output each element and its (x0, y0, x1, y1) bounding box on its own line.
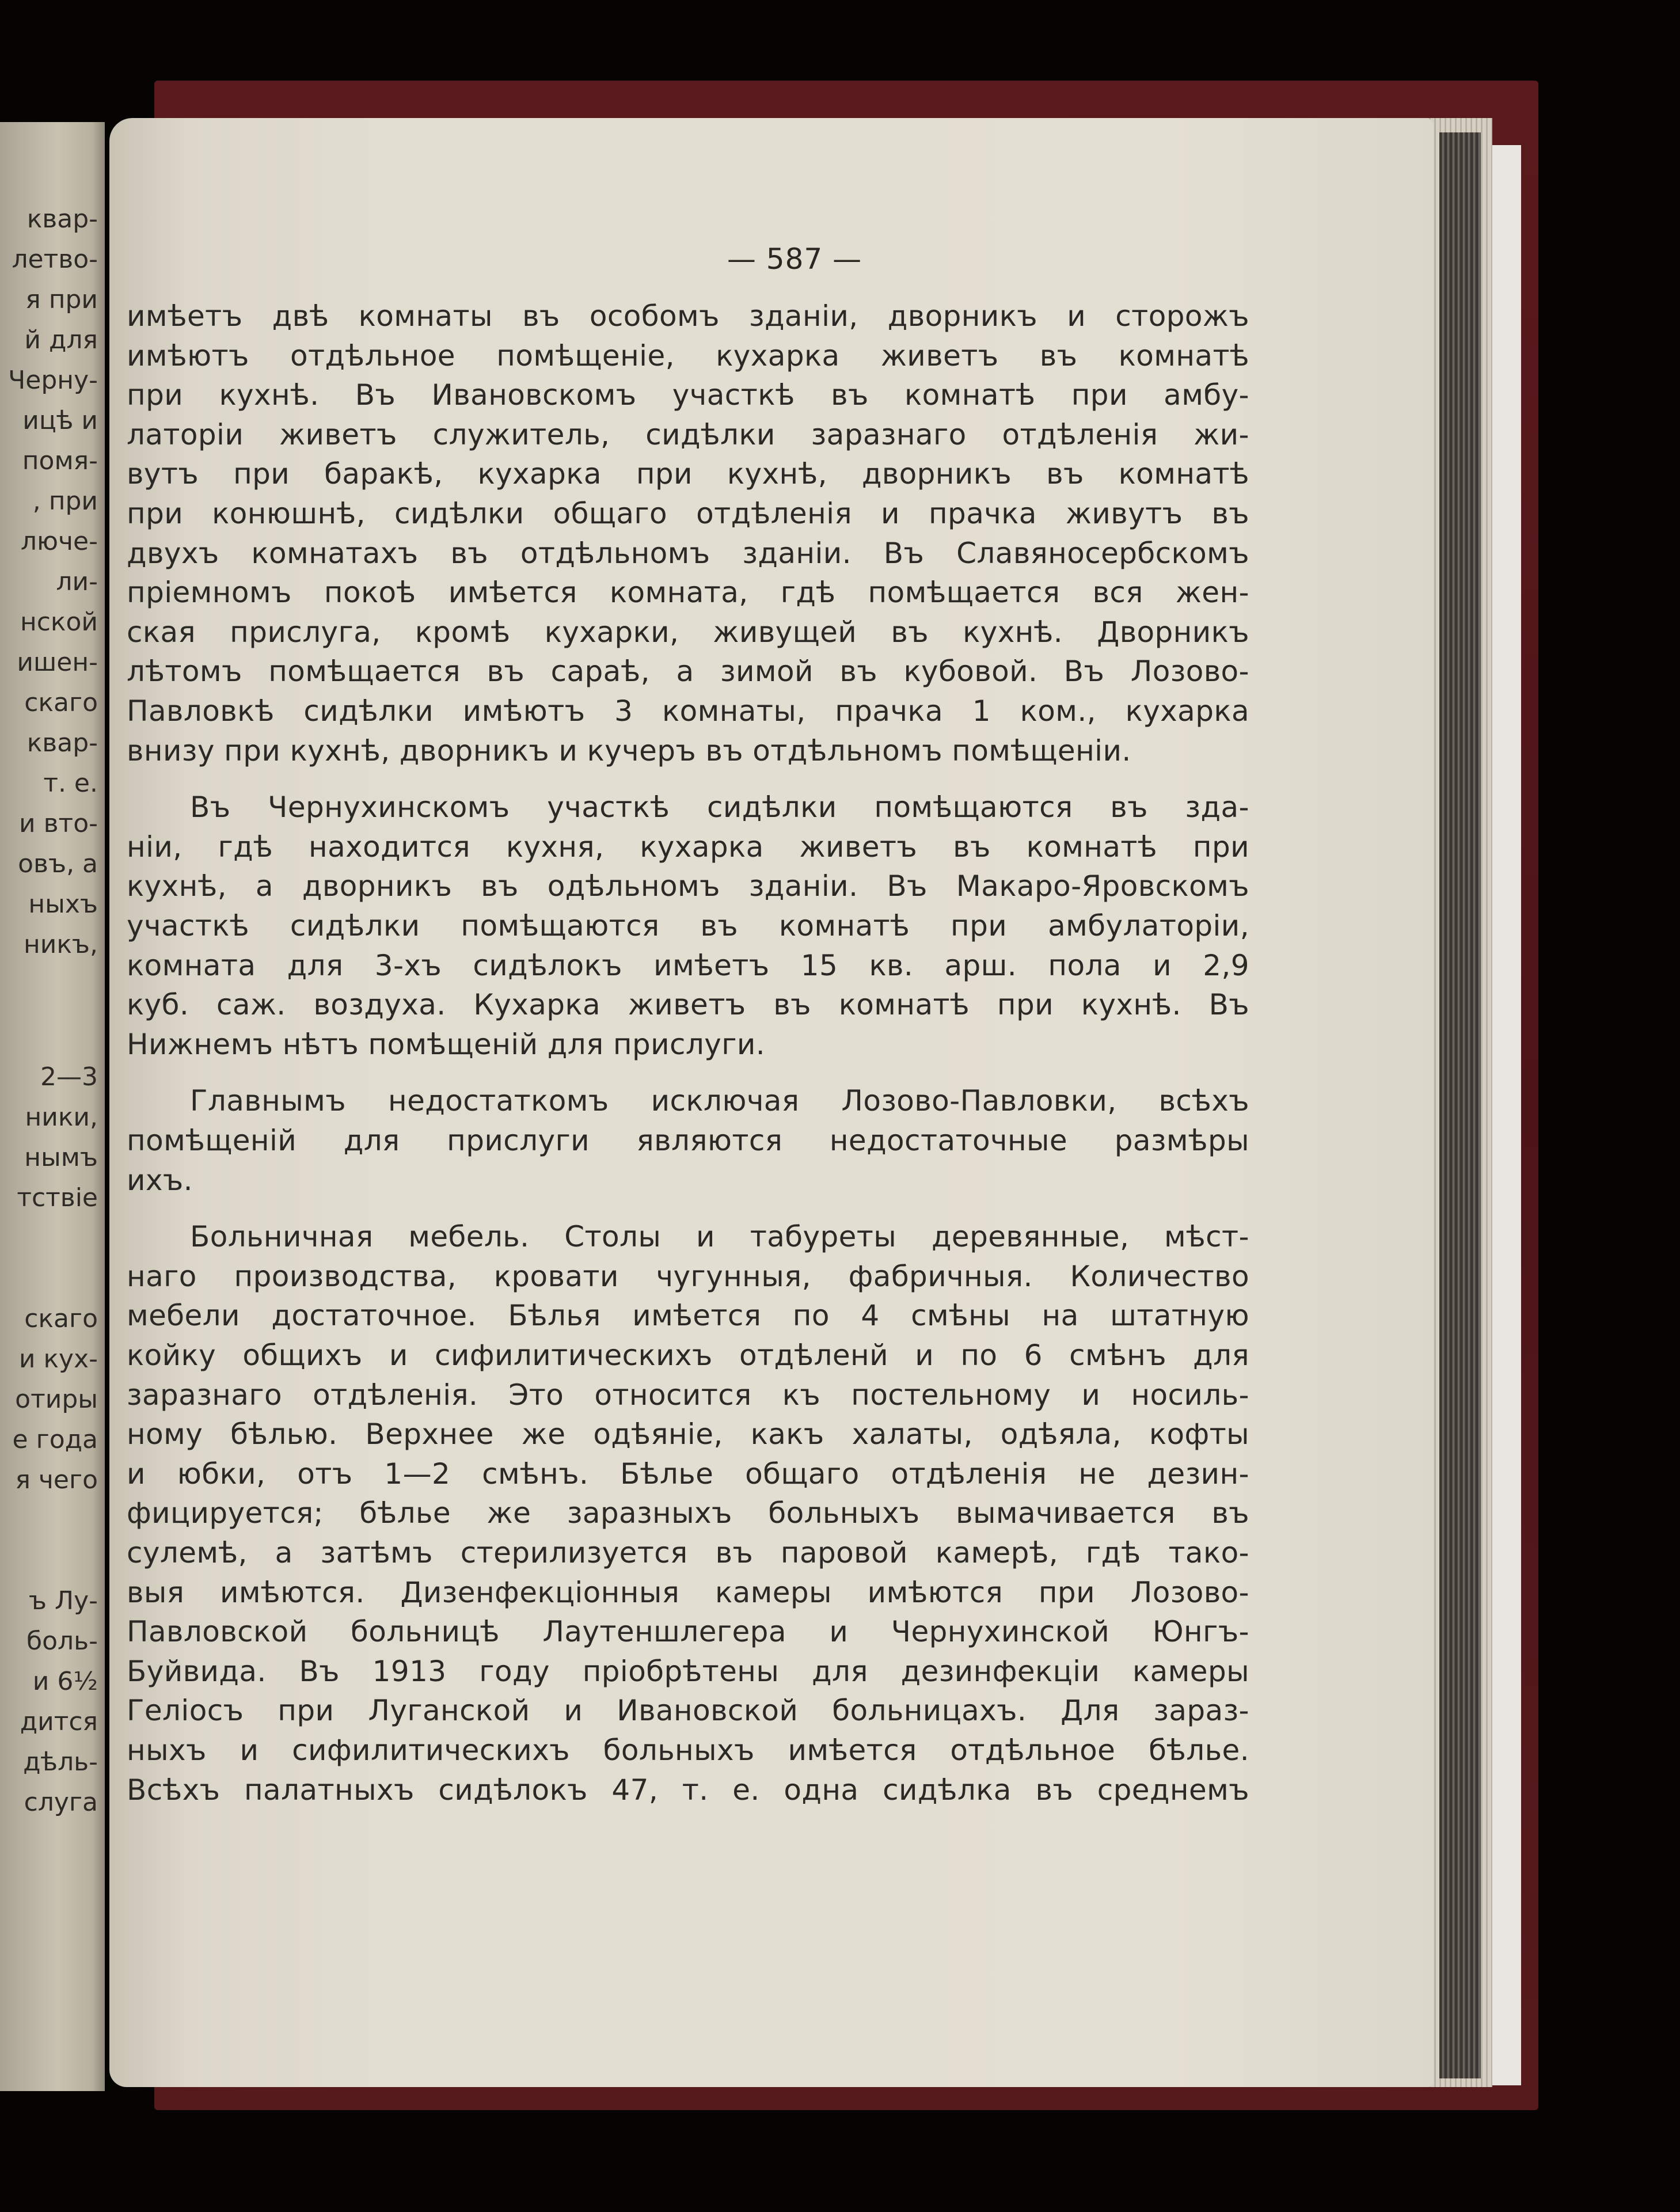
text-line: двухъ комнатахъ въ отдѣльномъ зданіи. Въ Славяносербскомъ (127, 536, 1249, 570)
left-page-fragment: тствіе (17, 1183, 98, 1213)
text-line: фицируется; бѣлье же заразныхъ больныхъ вымачивается въ (127, 1496, 1249, 1530)
left-page-fragment: слуга (24, 1788, 98, 1817)
left-page-fragment: , при (32, 487, 98, 516)
left-page-fragment: ишен- (17, 648, 98, 677)
text-line: имѣетъ двѣ комнаты въ особомъ зданіи, дворникъ и сторожъ (127, 299, 1249, 333)
left-page-fragment: квар- (26, 204, 98, 234)
left-page-fragment: ныхъ (28, 890, 98, 919)
text-line: при кухнѣ. Въ Ивановскомъ участкѣ въ комнатѣ при амбу- (127, 378, 1249, 412)
text-line: Павловкѣ сидѣлки имѣютъ 3 комнаты, прачка 1 ком., кухарка (127, 694, 1249, 728)
left-page-fragment: скаго (24, 1304, 98, 1333)
text-line: ихъ. (127, 1163, 193, 1197)
left-page-fragment: е года (12, 1425, 98, 1454)
text-line: заразнаго отдѣленія. Это относится къ постельному и носиль- (127, 1378, 1249, 1412)
left-page-fragment: нской (20, 607, 98, 637)
text-line: пріемномъ покоѣ имѣется комната, гдѣ помѣщается вся жен- (127, 576, 1249, 610)
left-page-fragment: овъ, а (18, 849, 98, 879)
book-page (109, 118, 1434, 2087)
left-page-fragment: нымъ (24, 1143, 98, 1172)
text-line: внизу при кухнѣ, дворникъ и кучеръ въ отдѣльномъ помѣщеніи. (127, 733, 1131, 767)
text-line: ніи, гдѣ находится кухня, кухарка живетъ въ комнатѣ при (127, 830, 1249, 864)
text-line: мебели достаточное. Бѣлья имѣется по 4 смѣны на штатную (127, 1299, 1249, 1333)
left-page-fragment: отиры (15, 1385, 98, 1414)
left-page-fragment: скаго (24, 688, 98, 717)
left-page-fragment: Черну- (8, 366, 98, 395)
text-line: вутъ при баракѣ, кухарка при кухнѣ, дворникъ въ комнатѣ (127, 457, 1249, 491)
left-page-fragment: летво- (12, 245, 98, 274)
text-line: Буйвида. Въ 1913 году пріобрѣтены для дезинфекціи камеры (127, 1654, 1249, 1688)
text-line: Павловской больницѣ Лаутеншлегера и Чернухинской Юнгъ- (127, 1615, 1249, 1649)
left-page-fragment: я при (25, 285, 98, 314)
page-edge-white (1491, 145, 1521, 2085)
text-line: имѣютъ отдѣльное помѣщеніе, кухарка живетъ въ комнатѣ (127, 339, 1249, 373)
text-line: Больничная мебель. Столы и табуреты деревянные, мѣст- (190, 1220, 1249, 1254)
text-line: и юбки, отъ 1—2 смѣнъ. Бѣлье общаго отдѣленія не дезин- (127, 1457, 1249, 1491)
text-line: наго производства, кровати чугунныя, фабричныя. Количество (127, 1259, 1249, 1293)
left-page-fragment: дится (20, 1707, 98, 1736)
left-page-fragment: ицѣ и (22, 406, 98, 435)
page-number: — 587 — (727, 242, 862, 276)
text-line: койку общихъ и сифилитическихъ отдѣленй и по 6 смѣнъ для (127, 1339, 1249, 1372)
text-line: Нижнемъ нѣтъ помѣщеній для прислуги. (127, 1027, 766, 1061)
left-page-fragment: никъ, (23, 930, 98, 959)
left-page-fragment: помя- (22, 446, 98, 476)
left-page-fragment: и вто- (19, 809, 98, 838)
left-page-fragment: квар- (26, 728, 98, 758)
left-page-fragment: т. е. (43, 769, 98, 798)
left-page-fragment: ли- (56, 567, 98, 596)
left-page-fragment: ъ Лу- (28, 1586, 98, 1616)
left-page-fragment: 2—3 (40, 1062, 98, 1092)
text-line: Геліосъ при Луганской и Ивановской больницахъ. Для зараз- (127, 1694, 1249, 1728)
left-page-fragment: я чего (15, 1465, 98, 1495)
text-line: ному бѣлью. Верхнее же одѣяніе, какъ халаты, одѣяла, кофты (127, 1417, 1249, 1451)
text-line: ская прислуга, кромѣ кухарки, живущей въ кухнѣ. Дворникъ (127, 615, 1249, 649)
left-page-fragment: дѣль- (23, 1747, 98, 1777)
text-line: куб. саж. воздуха. Кухарка живетъ въ комнатѣ при кухнѣ. Въ (127, 988, 1249, 1022)
text-line: комната для 3-хъ сидѣлокъ имѣетъ 15 кв. арш. пола и 2,9 (127, 948, 1249, 982)
left-page-fragment: боль- (26, 1626, 98, 1656)
left-page-strip (0, 122, 105, 2091)
page-block-edges-dark (1439, 132, 1481, 2078)
text-line: при конюшнѣ, сидѣлки общаго отдѣленія и прачка живутъ въ (127, 497, 1249, 530)
text-line: Главнымъ недостаткомъ исключая Лозово-Павловки, всѣхъ (190, 1084, 1249, 1118)
text-line: сулемѣ, а затѣмъ стерилизуется въ паровой камерѣ, гдѣ тако- (127, 1536, 1249, 1569)
left-page-fragment: и кух- (18, 1344, 98, 1374)
left-page-fragment: й для (24, 325, 98, 355)
text-line: кухнѣ, а дворникъ въ одѣльномъ зданіи. Въ Макаро-Яровскомъ (127, 869, 1249, 903)
text-line: лѣтомъ помѣщается въ сараѣ, а зимой въ кубовой. Въ Лозово- (127, 655, 1249, 689)
text-line: латоріи живетъ служитель, сидѣлки заразнаго отдѣленія жи- (127, 417, 1249, 451)
left-page-fragment: ники, (25, 1103, 98, 1132)
text-line: ныхъ и сифилитическихъ больныхъ имѣется отдѣльное бѣлье. (127, 1734, 1249, 1767)
text-line: помѣщеній для прислуги являются недостаточные размѣры (127, 1124, 1249, 1157)
text-line: участкѣ сидѣлки помѣщаются въ комнатѣ при амбулаторіи, (127, 909, 1249, 942)
text-line: Въ Чернухинскомъ участкѣ сидѣлки помѣщаются въ зда- (190, 790, 1249, 824)
left-page-fragment: люче- (20, 527, 98, 556)
left-page-fragment: и 6½ (32, 1667, 98, 1696)
text-line: Всѣхъ палатныхъ сидѣлокъ 47, т. е. одна сидѣлка въ среднемъ (127, 1773, 1249, 1807)
text-line: выя имѣются. Дизенфекціонныя камеры имѣются при Лозово- (127, 1575, 1249, 1609)
